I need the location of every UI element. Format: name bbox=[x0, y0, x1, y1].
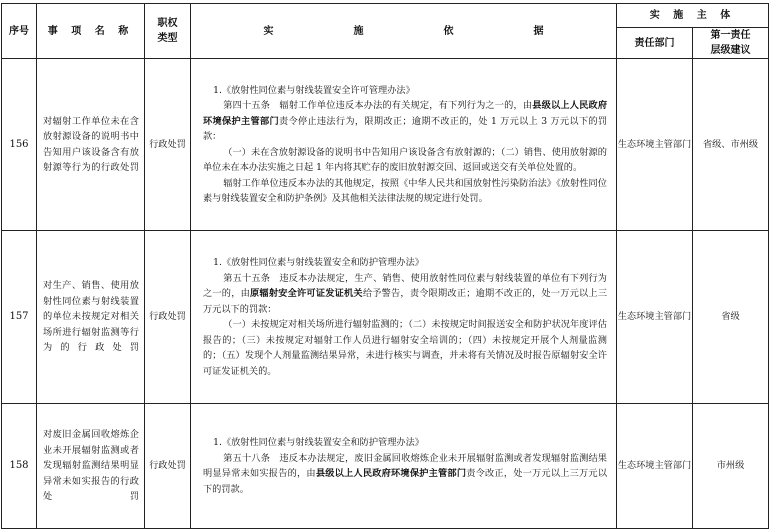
legal-basis bbox=[191, 404, 617, 529]
header-subject: 实 施 主 体 bbox=[617, 4, 769, 28]
header-level: 第一责任 层级建议 bbox=[693, 28, 769, 59]
row-number: 157 bbox=[2, 231, 37, 404]
basis-paragraph: （一）未按规定对相关场所进行辐射监测的；（二）未按规定时间报送安全和防护状况年度评估报告的；（三）未按规定对辐射工作人员进行辐射安全培训的；（四）未按规定开展个人剂量监测的；（五）发现个人剂量监测结果异常，未进行核实与调查，并未将有关情况及时报告原辐射安全许可证发证机关的。 bbox=[203, 319, 607, 377]
basis-paragraph: 第四十五条 辐射工作单位违反本办法的有关规定，有下列行为之一的，由县级以上人民政府环境保护主管部门责令停止违法行为，限期改正；逾期不改正的，处 1 万元以上 3 万元以下的罚款： bbox=[203, 100, 608, 142]
enforcing-authority: 县级以上人民政府环境保护主管部门 bbox=[315, 468, 467, 479]
header-item-name: 事 项 名 称 bbox=[37, 4, 145, 59]
authority-type: 行政处罚 bbox=[145, 404, 191, 529]
legal-basis bbox=[191, 231, 617, 404]
responsibility-level: 市州级 bbox=[693, 404, 769, 529]
enforcement-items-table bbox=[1, 3, 769, 529]
authority-type: 行政处罚 bbox=[145, 59, 191, 231]
enforcing-authority: 县级以上人民政府环境保护主管部门 bbox=[203, 100, 608, 127]
table-row bbox=[2, 231, 769, 404]
row-number: 156 bbox=[2, 59, 37, 231]
responsible-dept: 生态环境主管部门 bbox=[617, 404, 693, 529]
item-name: 对辐射工作单位未在含放射源设备的说明书中告知用户该设备含有放射源等行为的行政处罚 bbox=[37, 59, 145, 231]
responsible-dept: 生态环境主管部门 bbox=[617, 231, 693, 404]
responsibility-level: 省级 bbox=[693, 231, 769, 404]
responsible-dept: 生态环境主管部门 bbox=[617, 59, 693, 231]
basis-paragraph: 第五十八条 违反本办法规定，废旧金属回收熔炼企业未开展辐射监测或者发现辐射监测结果明显异常未如实报告的，由县级以上人民政府环境保护主管部门责令改正，处一万元以上三万元以下的罚款。 bbox=[203, 452, 608, 495]
authority-type: 行政处罚 bbox=[145, 231, 191, 404]
item-name: 对废旧金属回收熔炼企业未开展辐射监测或者发现辐射监测结果明显异常未如实报告的行政处罚 bbox=[37, 404, 145, 529]
basis-paragraph: 辐射工作单位违反本办法的其他规定，按照《中华人民共和国放射性污染防治法》《放射性同位素与射线装置安全和防护条例》及其他相关法律法规的规定进行处罚。 bbox=[203, 177, 607, 204]
header-seq: 序号 bbox=[2, 4, 37, 59]
row-number: 158 bbox=[2, 404, 37, 529]
responsibility-level: 省级、市州级 bbox=[693, 59, 769, 231]
legal-basis bbox=[191, 59, 617, 231]
table-row bbox=[2, 404, 769, 529]
header-dept: 责任部门 bbox=[617, 28, 693, 59]
item-name: 对生产、销售、使用放射性同位素与射线装置的单位未按规定对相关场所进行辐射监测等行为的行政处罚 bbox=[37, 231, 145, 404]
enforcing-authority: 原辐射安全许可证发证机关 bbox=[250, 288, 363, 299]
basis-paragraph: 1.《放射性同位素与射线装置安全和防护管理办法》 bbox=[213, 437, 424, 448]
header-type: 职权 类型 bbox=[145, 4, 191, 59]
basis-paragraph: 1.《放射性同位素与射线装置安全和防护管理办法》 bbox=[213, 257, 424, 268]
basis-paragraph: 第五十五条 违反本办法规定，生产、销售、使用放射性同位素与射线装置的单位有下列行为之一的，由原辐射安全许可证发证机关给予警告，责令限期改正；逾期不改正的，处一万元以上三万元以下的罚款： bbox=[203, 272, 608, 315]
basis-paragraph: 1.《放射性同位素与射线装置安全许可管理办法》 bbox=[213, 84, 415, 96]
header-basis: 实 施 依 据 bbox=[191, 4, 617, 59]
basis-paragraph: （一）未在含放射源设备的说明书中告知用户该设备含有放射源的；（二）销售、使用放射源的单位未在本办法实施之日起 1 年内将其贮存的废旧放射源交回、返回或送交有关单位处置的。 bbox=[203, 146, 607, 173]
table-row bbox=[2, 59, 769, 231]
